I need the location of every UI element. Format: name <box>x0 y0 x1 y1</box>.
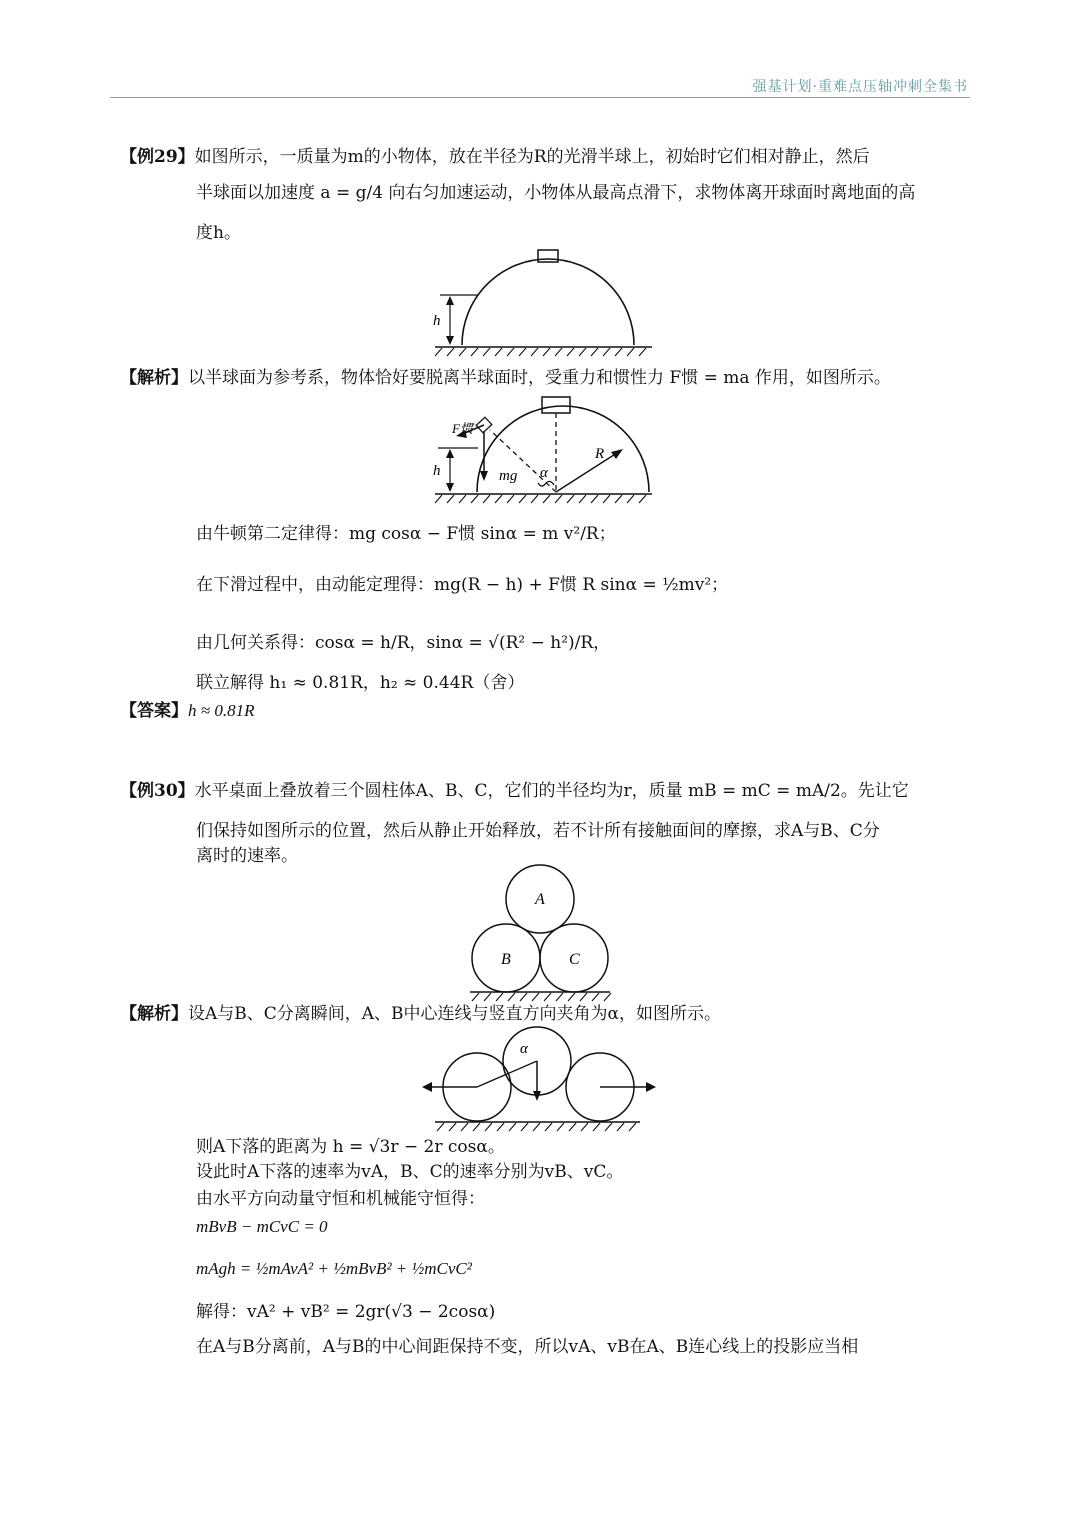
ex29-question <box>120 146 870 168</box>
ex29-sol-text: 以半球面为参考系，物体恰好要脱离半球面时，受重力和惯性力 F惯 = ma 作用，如图所示。 <box>188 368 891 388</box>
ex30-eq-energy: mAgh = ½mAvA² + ½mBvB² + ½mCvC² <box>196 1259 472 1278</box>
ex30-sol-text: 设A与B、C分离瞬间，A、B中心连线与竖直方向夹角为α，如图所示。 <box>188 1004 722 1024</box>
ex29-line1: 如图所示，一质量为m的小物体，放在半径为R的光滑半球上，初始时它们相对静止，然后 <box>194 147 870 167</box>
ex29-eq-geometry: 由几何关系得：cosα = h/R，sinα = √(R² − h²)/R， <box>196 633 611 653</box>
ex29-eq-newton: 由牛顿第二定律得：mg cosα − F惯 sinα = m v²/R； <box>196 524 616 544</box>
ex30-step-speeds: 设此时A下落的速率为vA，B、C的速率分别为vB、vC。 <box>196 1162 624 1182</box>
ex29-ans-value: h ≈ 0.81R <box>188 701 255 720</box>
header-divider <box>110 97 970 98</box>
ex30-tag: 【例30】 <box>120 781 195 801</box>
cylinder-b-label: B <box>501 951 511 968</box>
ex30-step-drop: 则A下落的距离为 h = √3r − 2r cosα。 <box>196 1137 505 1157</box>
ex30-solution <box>120 1003 721 1025</box>
ex29-tag: 【例29】 <box>120 147 195 167</box>
ex29-sol-tag: 【解析】 <box>120 368 188 388</box>
ex30-line3: 离时的速率。 <box>196 846 298 866</box>
cylinder-a-label: A <box>535 891 545 908</box>
fig4-alpha-label: α <box>520 1041 528 1057</box>
fig2-r-label: R <box>595 446 605 462</box>
ex30-step-conservation: 由水平方向动量守恒和机械能守恒得： <box>196 1189 485 1209</box>
force-diagram <box>430 395 655 510</box>
fig2-f-label: F惯 <box>452 421 473 436</box>
ex29-line3: 度h。 <box>196 223 241 243</box>
ex30-line2: 们保持如图所示的位置，然后从静止开始释放，若不计所有接触面间的摩擦，求A与B、C分 <box>196 821 880 841</box>
ex30-sol-tag: 【解析】 <box>120 1004 188 1024</box>
ex29-eq-result: 联立解得 h₁ ≈ 0.81R，h₂ ≈ 0.44R（舍） <box>196 673 525 693</box>
ex29-eq-energy: 在下滑过程中，由动能定理得：mg(R − h) + F惯 R sinα = ½mv²； <box>196 575 729 595</box>
ex30-line1: 水平桌面上叠放着三个圆柱体A、B、C，它们的半径均为r，质量 mB = mC = mA/2。先让它 <box>194 781 909 801</box>
ex30-eq-solution: 解得：vA² + vB² = 2gr(√3 − 2cosα) <box>196 1302 496 1322</box>
fig2-alpha-label: α <box>540 465 548 481</box>
fig1-h-label: h <box>433 313 441 329</box>
ex29-line2: 半球面以加速度 a = g/4 向右匀加速运动，小物体从最高点滑下，求物体离开球面时离地面的高 <box>196 183 916 203</box>
separation-figure <box>420 1025 660 1135</box>
ex30-step-projection: 在A与B分离前，A与B的中心间距保持不变，所以vA、vB在A、B连心线上的投影应当相 <box>196 1337 859 1357</box>
cylinders-figure <box>465 862 615 1002</box>
ex30-eq-momentum: mBvB − mCvC = 0 <box>196 1217 328 1236</box>
hemisphere-figure <box>430 250 655 360</box>
ex30-question <box>120 780 909 802</box>
fig2-h-label: h <box>433 463 441 479</box>
fig2-mg-label: mg <box>499 468 518 484</box>
ex29-solution <box>120 367 891 389</box>
header-title: 强基计划·重难点压轴冲刺全集书 <box>752 79 968 95</box>
ex29-ans-tag: 【答案】 <box>120 701 188 721</box>
ex29-answer <box>120 700 254 722</box>
cylinder-c-label: C <box>569 951 580 968</box>
